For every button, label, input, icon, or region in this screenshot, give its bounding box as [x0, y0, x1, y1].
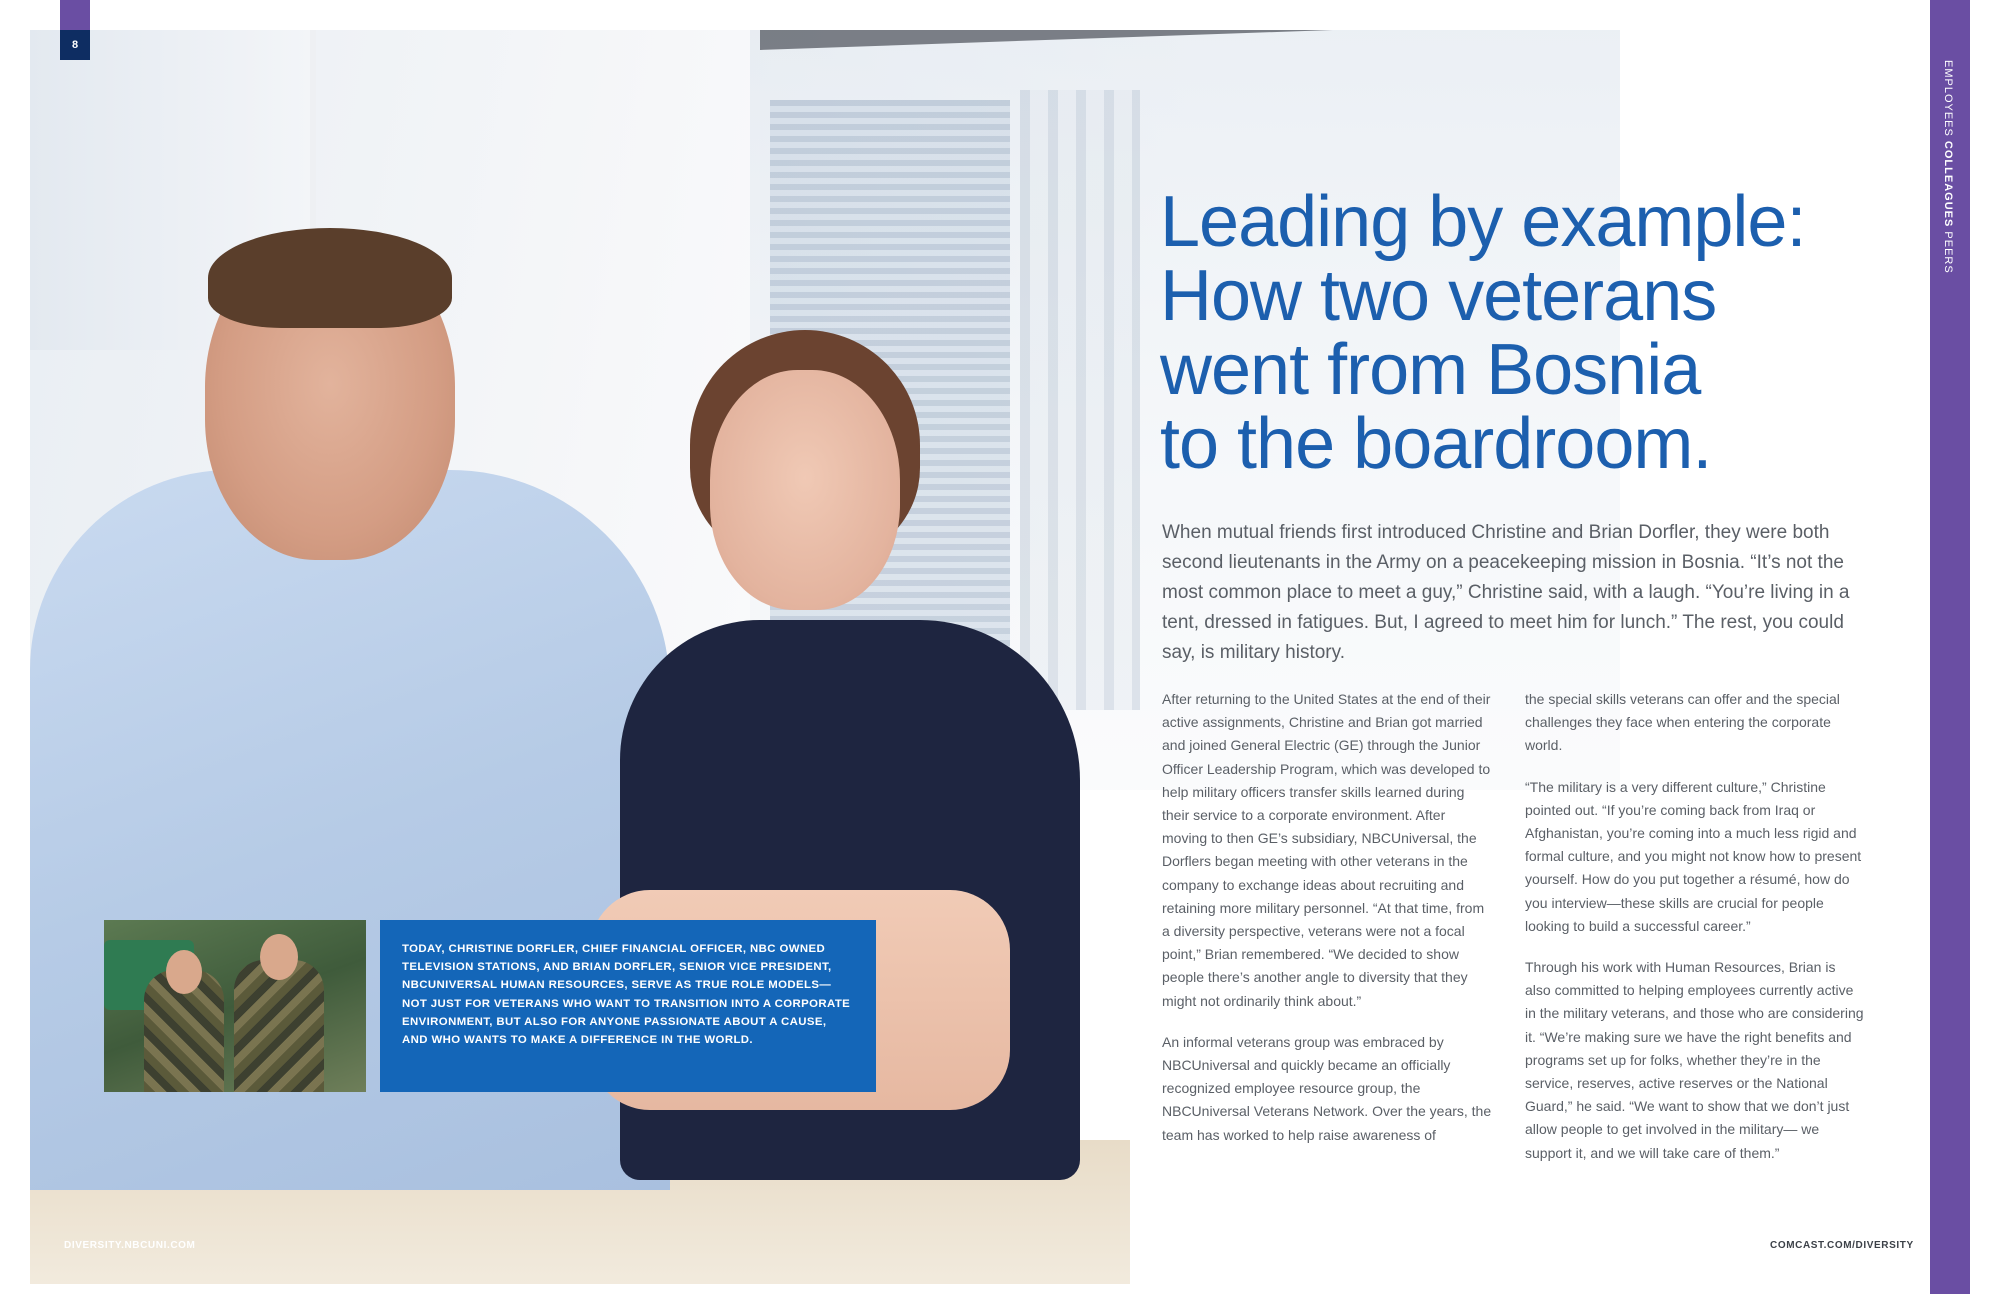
body-paragraph: An informal veterans group was embraced by NBCUniversal and quickly became an officially recognized employee resource group, the NBCUniversal Veterans Network. Over the years, the team has worked to help raise awareness of — [1162, 1033, 1492, 1143]
section-nav-employees: EMPLOYEES — [1942, 60, 1954, 137]
body-paragraph: Through his work with Human Resources, Brian is also committed to helping employees currently active in the military veterans, and those who are considering it. “We’re making sure we have the right benefits and programs set up for folks, whether they’re in the service, reserves, active reserves or the National Guard,” he said. “We want to show that we don’t just allow people to get involved in the military— we support it, and we will take care of them.” — [1525, 959, 1864, 1161]
section-nav-colleagues: COLLEAGUES — [1942, 140, 1954, 228]
photo-caption: TODAY, CHRISTINE DORFLER, CHIEF FINANCIAL OFFICER, NBC OWNED TELEVISION STATIONS, AND BRIAN DORFLER, SENIOR VICE PRESIDENT, NBCUNIVERSAL HUMAN RESOURCES, SERVE AS TRUE ROLE MODELS—NOT JUST FOR VETERANS WHO WANT TO TRANSITION INTO A CORPORATE ENVIRONMENT, BUT ALSO FOR ANYONE PASSIONATE ABOUT A CAUSE, AND WHO WANTS TO MAKE A DIFFERENCE IN THE WORLD. — [380, 920, 876, 1092]
article-intro: When mutual friends first introduced Christine and Brian Dorfler, they were both second lieutenants in the Army on a peacekeeping mission in Bosnia. “It’s not the most common place to meet a guy,” Christine said, with a laugh. “You’re living in a tent, dressed in fatigues. But, I agreed to meet him for lunch.” The rest, you could say, is military history. — [1162, 522, 1850, 663]
section-nav-peers: PEERS — [1942, 231, 1954, 274]
body-paragraph: “The military is a very different culture,” Christine pointed out. “If you’re coming back from Iraq or Afghanistan, you’re coming into a much less rigid and formal culture, and you might not know how to present yourself. How do you put together a résumé, how do you interview—these skills are crucial for people looking to build a successful career.” — [1525, 778, 1862, 934]
headline-line: Leading by example: — [1160, 182, 1806, 262]
headline-line: to the boardroom. — [1160, 404, 1712, 484]
inset-photo-soldiers — [104, 920, 366, 1092]
body-column-2 — [1525, 688, 1865, 1183]
footer-url-right: COMCAST.COM/DIVERSITY — [1770, 1240, 1914, 1251]
body-paragraph: the special skills veterans can offer and the special challenges they face when entering the corporate world. — [1525, 691, 1840, 754]
headline-line: How two veterans — [1160, 256, 1717, 336]
page-number: 8 — [60, 30, 90, 60]
section-nav-label — [1942, 60, 1954, 274]
footer-url-left: DIVERSITY.NBCUNI.COM — [64, 1240, 196, 1251]
body-paragraph: After returning to the United States at the end of their active assignments, Christine and Brian got married and joined General Electric (GE) through the Junior Officer Leadership Program, which was developed to help military officers transfer skills learned during their service to a corporate environment. After moving to then GE’s subsidiary, NBCUniversal, the Dorflers began meeting with other veterans in the company to exchange ideas about recruiting and retaining more military personnel. “At that time, from a diversity perspective, veterans were not a focal point,” Brian remembered. “We decided to show people there’s another angle to diversity that they might not ordinarily think about.” — [1162, 691, 1491, 1009]
article-headline — [1160, 182, 1880, 484]
headline-line: went from Bosnia — [1160, 330, 1701, 410]
body-column-1 — [1162, 688, 1492, 1165]
